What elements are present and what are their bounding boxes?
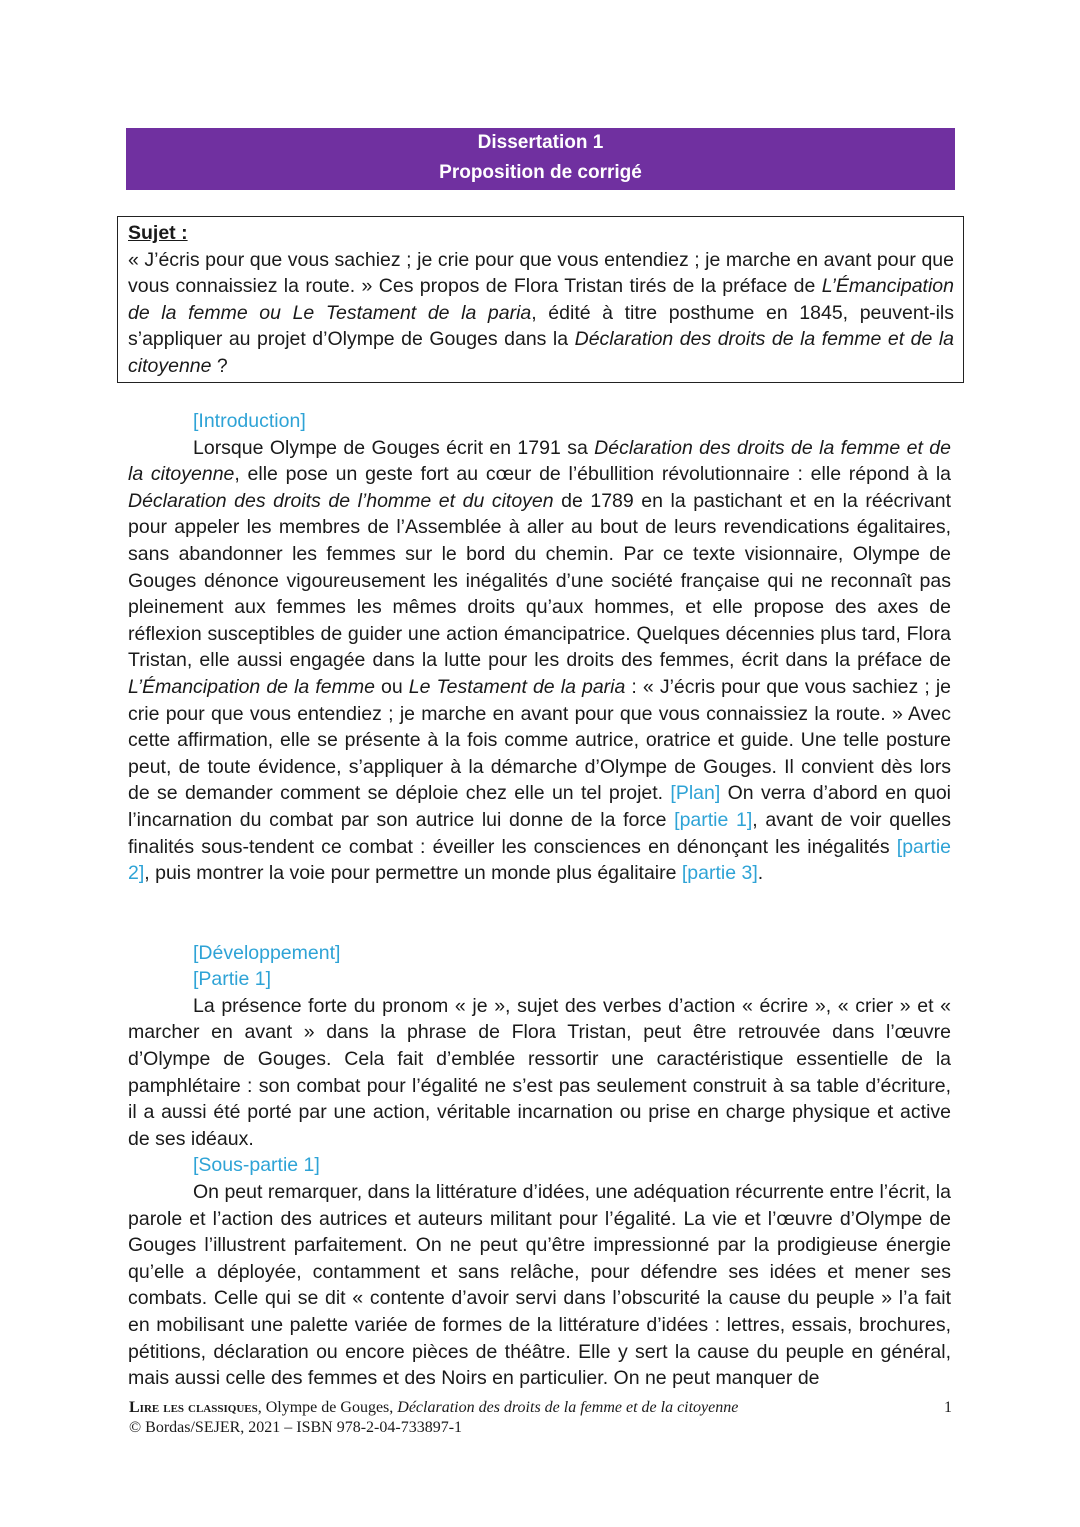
- footer-author: , Olympe de Gouges,: [257, 1399, 398, 1416]
- footer-work-title: Déclaration des droits de la femme et de la citoyenne: [397, 1399, 739, 1416]
- intro-text: , puis montrer la voie pour permettre un monde plus égalitaire: [144, 862, 682, 885]
- title-banner: [126, 128, 955, 190]
- intro-work-title: Déclaration des droits de l’homme et du citoyen: [128, 489, 554, 512]
- footer-citation: [129, 1398, 738, 1418]
- intro-text: On verra d’abord en quoi l’incarnation du combat par son autrice lui donne de la force: [128, 782, 951, 831]
- banner-title: Dissertation 1: [477, 132, 604, 153]
- intro-text: ou: [374, 675, 409, 698]
- section-spacer: [128, 887, 951, 940]
- series-name: Lire les classiques: [129, 1399, 258, 1416]
- intro-work-title: Déclaration des droits de la femme et de la citoyenne: [128, 436, 951, 486]
- copyright-line: © Bordas/SEJER, 2021 – ISBN 978-2-04-733897-1: [129, 1419, 463, 1436]
- intro-text: : « J’écris pour que vous sachiez ; je crie pour que vous entendiez ; je marche en avant pour que vous connaissiez la route. » Avec cette affirmation, elle se présente à la fois comme autrice, oratrice et guide. Une telle posture peut, de toute évidence, s’appliquer à la démarche d’Olympe de Gouges. Il convient dès lors de se demander comment se déploie chez elle un tel projet.: [128, 675, 952, 805]
- footer-citation-row: [129, 1398, 952, 1418]
- intro-text: Lorsque Olympe de Gouges écrit en 1791 sa: [193, 436, 595, 459]
- intro-heading: [Introduction]: [193, 410, 306, 432]
- part1-paragraph: La présence forte du pronom « je », sujet des verbes d’action « écrire », « crier » et « marcher en avant » dans la phrase de Flora Tristan, peut être retrouvée dans l’œuvre d’Olympe de Gouges. Cela fait d’emblée ressortir une caractéristique essentielle de la pamphlétaire : son combat pour l’égalité ne s’est pas seulement construit à sa table d’écriture, il a aussi été porté par une action, véritable incarnation ou prise en charge physique et active de ses idéaux.: [128, 994, 951, 1150]
- part1-heading: [Partie 1]: [193, 968, 272, 991]
- subject-box: [117, 216, 964, 383]
- subpart1-heading: [Sous-partie 1]: [193, 1154, 320, 1177]
- intro-text: , elle pose un geste fort au cœur de l’ébullition révolutionnaire : elle répond à la: [234, 463, 951, 486]
- intro-work-title: Le Testament de la paria: [408, 675, 626, 698]
- part1-marker: [partie 1]: [674, 808, 753, 831]
- intro-text: .: [757, 862, 764, 885]
- subject-text-part: ?: [211, 354, 228, 377]
- page-footer: [129, 1398, 952, 1438]
- subject-work-title: Déclaration des droits de la femme et de la citoyenne: [128, 328, 954, 377]
- essay-body: [128, 408, 951, 1392]
- subject-text: [128, 247, 954, 380]
- plan-marker: [Plan]: [670, 782, 721, 805]
- part2-marker: [partie 2]: [128, 835, 951, 885]
- development-heading: [Développement]: [193, 941, 341, 964]
- intro-paragraph: [128, 435, 951, 887]
- page-number: 1: [944, 1399, 952, 1416]
- intro-work-title: L’Émancipation de la femme: [128, 675, 375, 698]
- subject-label: Sujet :: [128, 222, 188, 244]
- subpart1-paragraph: On peut remarquer, dans la littérature d’idées, une adéquation récurrente entre l’écrit, la parole et l’action des autrices et auteurs militant pour l’égalité. La vie et l’œuvre d’Olympe de Gouges l’illustrent parfaitement. On ne peut qu’être impressionné par la prodigieuse énergie qu’elle a déployée, contamment et sans relâche, pour défendre ses idées et mener ses combats. Celle qui se dit « contente d’avoir servi dans l’obscurité la cause du peuple » l’a fait en mobilisant une palette variée de formes de la littérature d’idées : lettres, essais, brochures, pétitions, déclaration ou encore pièces de théâtre. Elle y sert la cause du peuple en général, mais aussi celle des femmes et des Noirs en particulier. On ne peut manquer de: [128, 1181, 951, 1390]
- banner-subtitle: Proposition de corrigé: [439, 162, 642, 183]
- intro-text: de 1789 en la pastichant et en la réécrivant pour appeler les membres de l’Assemblée à aller au bout de leurs revendications égalitaires, sans abandonner les femmes sur le bord du chemin. Par ce texte visionnaire, Olympe de Gouges dénonce vigoureusement les inégalités d’une société française qui ne reconnaît pas pleinement aux femmes les mêmes droits qu’aux hommes, et elle propose des axes de réflexion susceptibles de guider une action émancipatrice. Quelques décennies plus tard, Flora Tristan, elle aussi engagée dans la lutte pour les droits des femmes, écrit dans la préface de: [128, 489, 951, 672]
- subject-text-part: , édité à titre posthume en 1845, peuvent-ils s’appliquer au projet d’Olympe de Gouges dans la: [128, 301, 954, 351]
- intro-text: , avant de voir quelles finalités sous-tendent ce combat : éveiller les consciences en dénonçant les inégalités: [128, 808, 951, 858]
- subject-work-title: L’Émancipation de la femme ou Le Testament de la paria: [128, 275, 954, 324]
- part3-marker: [partie 3]: [681, 862, 758, 885]
- subject-text-part: « J’écris pour que vous sachiez ; je crie pour que vous entendiez ; je marche en avant pour que vous connaissiez la route. » Ces propos de Flora Tristan tirés de la préface de: [128, 248, 954, 298]
